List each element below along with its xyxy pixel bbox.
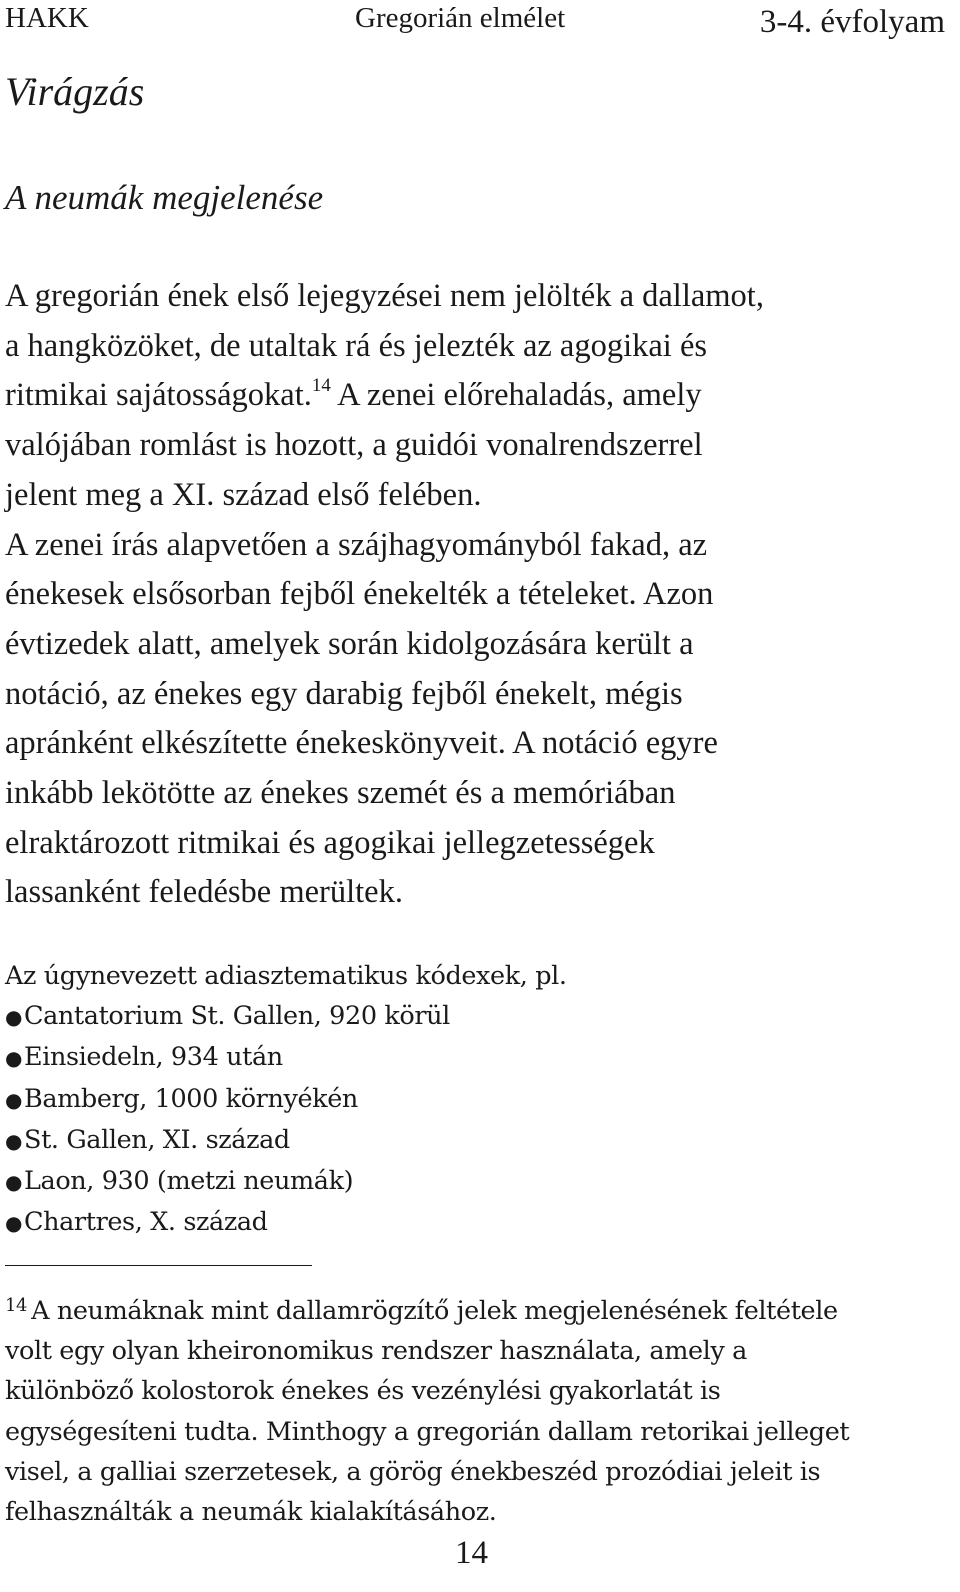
list-item: [5, 1202, 955, 1243]
footnote-line: különböző kolostorok énekes és vezénylési gyakorlatát is: [5, 1376, 721, 1407]
section-subtitle: A neumák megjelenése: [5, 178, 324, 217]
header-right: 3-4. évfolyam: [759, 4, 945, 40]
header-left: HAKK: [5, 2, 89, 34]
footnote-line: felhasználták a neumák kialakításához.: [5, 1497, 497, 1528]
bullet-icon: ●: [5, 1211, 23, 1236]
main-paragraph: [5, 272, 955, 918]
main-line: valójában romlást is hozott, a guidói vonalrendszerrel: [5, 427, 703, 464]
footnote-line: egységesíteni tudta. Minthogy a gregorián dallam retorikai jelleget: [5, 1416, 850, 1447]
bullet-icon: ●: [5, 1170, 23, 1195]
list-item: [5, 1161, 955, 1202]
main-line: évtizedek alatt, amelyek során kidolgozására került a: [5, 625, 694, 662]
page-title: Virágzás: [5, 69, 145, 114]
footnote-reference[interactable]: 14: [311, 375, 331, 397]
footnote-text: A neumáknak mint dallamrögzítő jelek megjelenésének feltétele: [31, 1296, 838, 1326]
footnote-line: [5, 1291, 955, 1331]
list-item: [5, 996, 955, 1037]
main-line-text: A zenei előrehaladás, amely: [330, 377, 702, 414]
codex-list-block: [5, 956, 955, 1243]
main-line: a hangközöket, de utaltak rá és jelezték az agogikai és: [5, 327, 708, 364]
footnote-line: visel, a galliai szerzetesek, a görög énekbeszéd prozódiai jeleit is: [5, 1456, 821, 1487]
main-line-text: ritmikai sajátosságokat.: [5, 377, 312, 414]
footnote-divider: [5, 1265, 312, 1266]
bullet-icon: ●: [5, 1046, 23, 1071]
main-line: apránként elkészítette énekeskönyveit. A notáció egyre: [5, 725, 718, 762]
list-item-text: Laon, 930 (metzi neumák): [24, 1166, 354, 1197]
list-item-text: St. Gallen, XI. század: [24, 1124, 290, 1155]
main-line: énekesek elsősorban fejből énekelték a tételeket. Azon: [5, 576, 714, 613]
footnote-mark: 14: [5, 1295, 28, 1316]
footnote: [5, 1291, 955, 1532]
bullet-icon: ●: [5, 1005, 23, 1030]
main-line: [5, 371, 955, 421]
list-item-text: Chartres, X. század: [24, 1207, 268, 1238]
page-number: 14: [455, 1535, 488, 1571]
main-line: inkább lekötötte az énekes szemét és a memóriában: [5, 775, 676, 812]
list-item-text: Bamberg, 1000 környékén: [24, 1083, 358, 1114]
bullet-icon: ●: [5, 1087, 23, 1112]
list-item-text: Einsiedeln, 934 után: [24, 1042, 283, 1073]
main-line: lassanként feledésbe merültek.: [5, 874, 403, 911]
list-item: [5, 1037, 955, 1078]
main-line: A gregorián ének első lejegyzései nem jelölték a dallamot,: [5, 278, 764, 314]
main-line: notáció, az énekes egy darabig fejből énekelt, mégis: [5, 675, 683, 712]
bullet-icon: ●: [5, 1128, 23, 1153]
list-item: [5, 1079, 955, 1120]
footnote-line: volt egy olyan kheironomikus rendszer használata, amely a: [5, 1336, 747, 1367]
list-item: [5, 1120, 955, 1161]
list-item-text: Cantatorium St. Gallen, 920 körül: [24, 1001, 450, 1032]
main-line: A zenei írás alapvetően a szájhagyományból fakad, az: [5, 526, 708, 563]
list-intro: Az úgynevezett adiasztematikus kódexek, pl.: [5, 961, 567, 991]
main-line: jelent meg a XI. század első felében.: [5, 476, 482, 513]
main-line: elraktározott ritmikai és agogikai jellegzetességek: [5, 824, 655, 861]
header-center: Gregorián elmélet: [355, 2, 566, 34]
